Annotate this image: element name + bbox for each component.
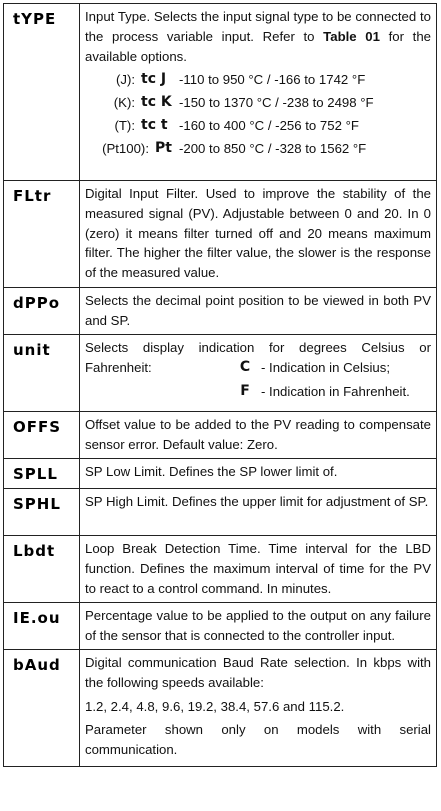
parameter-code: SPLL (4, 459, 80, 489)
baud-speeds: 1.2, 2.4, 4.8, 9.6, 19.2, 38.4, 57.6 and 115.2. (85, 698, 345, 714)
table-row (4, 412, 437, 459)
parameter-description: Offset value to be added to the PV reading to compensate sensor error. Default value: Zero. (80, 412, 437, 459)
parameter-description (80, 4, 437, 181)
parameter-code: unit (4, 335, 80, 412)
table-row (4, 489, 437, 536)
parameter-code: FLtr (4, 181, 80, 288)
description-text: Selects display indication for degrees Celsius or Fahrenheit: (85, 340, 431, 375)
celsius-text: - Indication in Celsius; (261, 359, 391, 375)
parameter-code: Lbdt (4, 536, 80, 603)
table-row (4, 335, 437, 412)
table-row (4, 181, 437, 288)
parameter-description (80, 650, 437, 767)
table-reference: Table 01 (323, 28, 380, 44)
parameter-code: dPPo (4, 288, 80, 335)
table-row (4, 603, 437, 650)
parameter-description: SP High Limit. Defines the upper limit for adjustment of SP. (80, 489, 437, 536)
input-option: (T): tc t -160 to 400 °C / -256 to 752 °F (114, 117, 359, 134)
parameter-code: OFFS (4, 412, 80, 459)
celsius-symbol: C (239, 358, 251, 375)
parameter-table (3, 3, 437, 767)
table-row (4, 459, 437, 489)
parameter-code: IE.ou (4, 603, 80, 650)
parameter-code: SPHL (4, 489, 80, 536)
table-row (4, 288, 437, 335)
input-option: (K): tc K -150 to 1370 °C / -238 to 2498 °F (113, 94, 374, 111)
fahrenheit-text: - Indication in Fahrenheit. (261, 383, 410, 399)
model-note: Parameter shown only on models with serial communication. (85, 722, 431, 758)
description-text: for the available options. (85, 28, 431, 64)
parameter-description: Digital Input Filter. Used to improve the stability of the measured signal (PV). Adjustable between 0 and 20. In 0 (zero) it means filter turned off and 20 means maximum filter. The higher the filter value, the slower is the response of the measured value. (80, 181, 437, 288)
input-option: (J): tc J -110 to 950 °C / -166 to 1742 °F (115, 71, 366, 88)
parameter-description: Loop Break Detection Time. Time interval for the LBD function. Defines the maximum interval of time for the PV to react to a control command. In minutes. (80, 536, 437, 603)
fahrenheit-symbol: F (240, 382, 250, 399)
parameter-code: tYPE (4, 4, 80, 181)
description-text: Digital communication Baud Rate selection. In kbps with the following speeds available: (85, 655, 431, 690)
table-row (4, 536, 437, 603)
parameter-description: SP Low Limit. Defines the SP lower limit of. (80, 459, 437, 489)
description-text: Input Type. Selects the input signal type to be connected to the process variable input. Refer to (85, 9, 431, 44)
parameter-code: bAud (4, 650, 80, 767)
parameter-description (80, 335, 437, 412)
table-row (4, 4, 437, 181)
input-option: (Pt100): Pt -200 to 850 °C / -328 to 1562 °F (102, 140, 367, 157)
parameter-description: Selects the decimal point position to be viewed in both PV and SP. (80, 288, 437, 335)
parameter-description: Percentage value to be applied to the output on any failure of the sensor that is connected to the controller input. (80, 603, 437, 650)
table-row (4, 650, 437, 767)
